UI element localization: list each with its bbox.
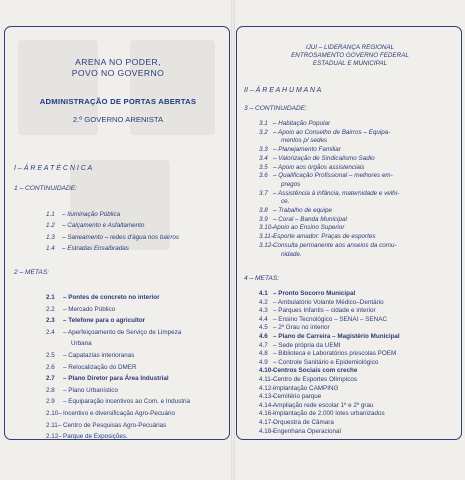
list-item-number: 4.18– — [259, 427, 275, 435]
list-item-number: 4.12– — [259, 384, 275, 392]
list-item-text: Urbana — [71, 340, 92, 348]
right-header-line1: IJUI – LIDERANÇA REGIONAL — [305, 44, 395, 51]
list-item-number: 3.7 — [259, 189, 268, 197]
right-section-4: 4 – METAS: — [244, 275, 280, 282]
list-item-number: 1.1 — [46, 211, 55, 218]
list-item-number: 3.6 — [259, 172, 268, 180]
right-area-heading: II – Á R E A H U M A N A — [244, 87, 322, 94]
list-item-text: Centros Sociais com creche — [273, 367, 358, 375]
list-item-number: 2.8 — [46, 386, 55, 394]
list-item-number: 2.11– — [46, 421, 62, 429]
list-item-text: – Relocalização do DMER — [63, 363, 137, 371]
list-item-number: 3.10– — [259, 224, 275, 232]
list-item-text: Consulta permanente aos anseios da comu- — [273, 241, 397, 249]
list-item-number: 4.14– — [259, 401, 275, 409]
list-item-number: 3.5 — [259, 163, 268, 171]
list-item-text: Implantação CAMPING — [273, 384, 339, 392]
list-item-number: 4.7 — [259, 341, 268, 349]
list-item-number: 2.1 — [46, 294, 55, 301]
right-section-3: 3 – CONTINUIDADE: — [244, 105, 308, 112]
list-item-text: Orquestra de Câmara — [273, 419, 334, 426]
list-item-number: 1.2 — [46, 222, 55, 230]
list-item-number: 2.4 — [46, 328, 55, 336]
list-item-number: 2.3 — [46, 317, 55, 325]
list-item-number: 4.9 — [259, 358, 268, 366]
list-item-text: – 2º Grau no interior — [273, 324, 330, 332]
list-item-text: – Telefone para o agricultor — [63, 317, 146, 325]
list-item-text: – Iluminação Pública — [62, 211, 121, 218]
list-item-number: 4.6 — [259, 333, 268, 340]
list-item-text: – Plano Urbanístico — [63, 386, 118, 394]
list-item-number: 4.13– — [259, 393, 275, 401]
page-fold — [231, 0, 235, 480]
list-item-text: mentos p/ sedes — [281, 137, 328, 145]
list-item-text: – Aperfeiçoamento de Serviço de Limpeza — [63, 328, 182, 336]
list-item-text: – Trabalho de equipe — [273, 207, 333, 214]
list-item-number: 4.16– — [259, 410, 275, 418]
right-header-line2: ENTROSAMENTO GOVERNO FEDERAL — [291, 52, 409, 59]
list-item-number: 4.5 — [259, 324, 268, 332]
left-area-heading: I – Á R E A T É C N I C A — [14, 165, 93, 172]
left-section-2: 2 – METAS: — [14, 269, 50, 276]
list-item-number: 2.6 — [46, 363, 55, 371]
list-item-text: ce. — [281, 198, 290, 206]
list-item-number: 3.12– — [259, 241, 275, 249]
list-item-text: – Habitação Popular — [273, 120, 331, 127]
list-item-text: Esporte amador: Praças de esportes — [273, 233, 376, 241]
list-item-text: – Sede própria da UEMI — [273, 341, 341, 349]
list-item-text: – Mercado Público — [63, 305, 116, 313]
list-item-text: Incentivo e diversificação Agro-Pecuário — [63, 410, 176, 417]
list-item-number: 4.1 — [259, 290, 268, 297]
list-item-text: – Estradas Ensaibradas — [62, 244, 129, 252]
list-item-text: – Calçamento e Asfaltamento — [62, 222, 145, 230]
list-item-text: Engenharia Operacional — [273, 427, 341, 435]
list-item-text: – Saneamento – redes d'água nos bairros — [62, 233, 180, 241]
list-item-text: Parque de Exposições. — [63, 433, 128, 441]
list-item-number: 3.11– — [259, 233, 275, 241]
list-item-number: 3.4 — [259, 154, 268, 162]
list-item-number: 2.10– — [46, 410, 62, 417]
list-item-number: 3.1 — [259, 120, 268, 127]
left-title-line1: ARENA NO PODER, — [75, 57, 161, 67]
list-item-text: – Coral – Banda Municipal — [273, 215, 347, 223]
list-item-text: pregos — [281, 180, 301, 188]
list-item-number: 1.3 — [46, 233, 55, 241]
list-item-text: – Pronto Socorro Municipal — [273, 290, 356, 297]
list-item-text: Cemitério parque — [273, 393, 322, 401]
list-item-number: 4.17– — [259, 419, 275, 426]
list-item-number: 2.2 — [46, 305, 55, 313]
list-item-text: Apoio ao Ensino Superior — [273, 224, 345, 232]
list-item-number: 4.2 — [259, 298, 268, 306]
list-item-text: – Biblioteca e Laboratórios p/escolas POEM — [273, 350, 397, 358]
list-item-number: 4.11– — [259, 376, 275, 383]
list-item-text: – Capatazias interioranas — [63, 352, 135, 359]
list-item-number: 2.9 — [46, 398, 55, 406]
list-item-text: Centro de Esportes Olímpicos — [273, 376, 357, 383]
left-section-1: 1 – CONTINUIDADE: — [14, 185, 78, 192]
list-item-text: Implantação de 2.000 lotes urbanizados — [273, 410, 385, 418]
list-item-number: 3.8 — [259, 207, 268, 214]
list-item-text: – Apoio aos órgãos assistenciais — [273, 163, 365, 171]
list-item-text: – Assistência à infância, maternidade e velhi- — [273, 189, 400, 197]
list-item-number: 3.9 — [259, 215, 268, 223]
list-item-number: 4.4 — [259, 315, 268, 323]
left-subtitle: ADMINISTRAÇÃO DE PORTAS ABERTAS — [39, 97, 197, 106]
list-item-text: – Equiparação incentivos ao Com. e Industria — [63, 398, 191, 406]
list-item-text: – Controle Sanitário e Epidemiológico — [273, 358, 379, 366]
list-item-text: – Valorização de Sindicalismo Sadio — [273, 154, 375, 162]
list-item-text: – Planejamento Familiar — [273, 146, 341, 154]
list-item-number: 4.3 — [259, 307, 268, 315]
list-item-number: 4.8 — [259, 350, 268, 358]
list-item-text: – Plano de Carreira – Magistério Municipal — [273, 333, 400, 340]
left-panel — [4, 26, 230, 440]
right-header-line3: ESTADUAL E MUNICIPAL — [312, 60, 388, 67]
list-item-number: 2.7 — [46, 375, 55, 383]
left-governo: 2.º GOVERNO ARENISTA — [72, 115, 164, 124]
list-item-number: 2.12– — [46, 433, 62, 441]
list-item-number: 3.2 — [259, 128, 268, 136]
list-item-number: 4.10– — [259, 367, 275, 375]
list-item-text: – Apoio ao Conselho de Bairros – Equipa- — [273, 128, 391, 136]
list-item-text: – Ambulatório Volante Médico–Dentário — [273, 298, 384, 306]
list-item-text: – Plano Diretor para Área Industrial — [63, 375, 169, 383]
list-item-text: – Pontes de concreto no interior — [63, 294, 160, 301]
list-item-text: nidade. — [281, 250, 302, 258]
right-panel — [236, 26, 462, 440]
list-item-text: – Ensino Tecnológico – SENAI – SENAC — [273, 315, 387, 323]
list-item-number: 2.5 — [46, 352, 55, 359]
left-title-line2: POVO NO GOVERNO — [71, 68, 165, 78]
list-item-text: Ampliação rede escolar 1º e 2º grau — [273, 401, 374, 409]
list-item-number: 3.3 — [259, 146, 268, 154]
list-item-number: 1.4 — [46, 244, 55, 252]
list-item-text: – Qualificação Profissional – melhores em- — [273, 172, 393, 180]
list-item-text: Centro de Pesquisas Agro-Pecuárias — [63, 421, 167, 429]
list-item-text: – Parques Infantis – cidade e interior — [273, 307, 376, 315]
